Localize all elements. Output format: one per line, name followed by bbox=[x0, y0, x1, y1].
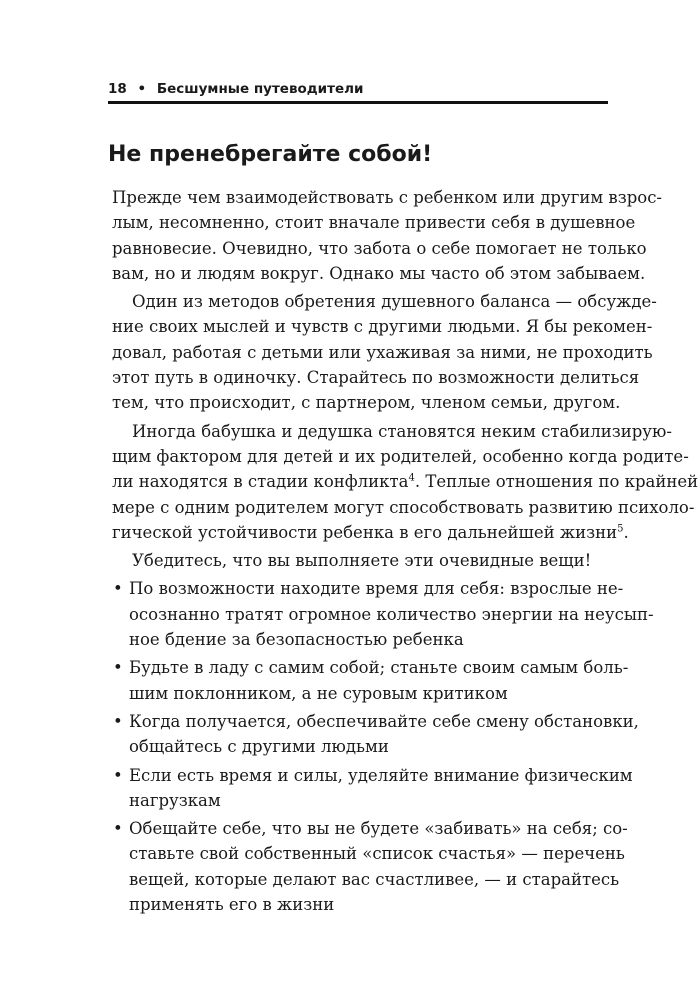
text-line: вам, но и людям вокруг. Однако мы часто об этом забываем. bbox=[112, 263, 646, 283]
body-text bbox=[112, 185, 698, 917]
bullet-text: Если есть время и силы, уделяйте внимание физическим bbox=[129, 765, 633, 785]
text-line bbox=[112, 576, 624, 601]
text-line: Прежде чем взаимодействовать с ребенком или другим взрос- bbox=[112, 188, 663, 207]
text-line: нагрузкам bbox=[129, 790, 221, 810]
text-line: Убедитесь, что вы выполняете эти очевидные вещи! bbox=[132, 551, 592, 571]
text-line: этот путь в одиночку. Старайтесь по возможности делиться bbox=[112, 368, 640, 388]
text-line: Один из методов обретения душевного баланса — обсужде- bbox=[132, 292, 657, 312]
bullet-marker: • bbox=[113, 658, 123, 678]
header-rule bbox=[108, 101, 608, 104]
text-line: лым, несомненно, стоит вначале привести себя в душевное bbox=[112, 213, 636, 233]
text-line: ное бдение за безопасностью ребенка bbox=[129, 630, 464, 650]
bullet-item bbox=[112, 763, 633, 814]
text-line: щим фактором для детей и их родителей, особенно когда родите- bbox=[112, 446, 689, 466]
text-line: общайтесь с другими людьми bbox=[129, 737, 389, 757]
paragraph-4 bbox=[112, 548, 608, 573]
book-title: Бесшумные путеводители bbox=[156, 81, 364, 97]
text-segment: . Теплые отношения по крайней bbox=[414, 472, 698, 492]
text-line: Иногда бабушка и дедушка становятся неким стабилизирую- bbox=[132, 421, 672, 441]
text-line: ние своих мыслей и чувств с другими людьми. Я бы рекомен- bbox=[112, 317, 653, 337]
bullet-marker: • bbox=[113, 819, 123, 839]
bullet-marker: • bbox=[113, 765, 123, 785]
paragraph-2 bbox=[112, 289, 657, 415]
header-separator: • bbox=[137, 81, 147, 97]
text-line: довал, работая с детьми или ухаживая за ними, не проходить bbox=[112, 342, 653, 362]
text-line: осознанно тратят огромное количество энергии на неусып- bbox=[129, 604, 654, 624]
bullet-marker: • bbox=[113, 711, 123, 731]
bullet-text: Когда получается, обеспечивайте себе смену обстановки, bbox=[129, 711, 639, 731]
text-line bbox=[112, 816, 628, 841]
text-segment: гической устойчивости ребенка в его дальнейшей жизни bbox=[112, 522, 618, 542]
text-line: равновесие. Очевидно, что забота о себе помогает не только bbox=[112, 238, 647, 258]
bullet-list bbox=[112, 576, 654, 917]
text-line bbox=[112, 709, 639, 734]
text-line: вещей, которые делают вас счастливее, — и старайтесь bbox=[129, 869, 620, 889]
bullet-text: Будьте в ладу с самим собой; станьте своим самым боль- bbox=[129, 658, 629, 678]
footnote-ref-5: 5 bbox=[617, 523, 624, 535]
footnote-ref-4: 4 bbox=[408, 472, 415, 484]
section-title: Не пренебрегайте собой! bbox=[108, 142, 433, 167]
bullet-item bbox=[112, 709, 639, 760]
text-line bbox=[112, 763, 633, 788]
text-line: ставьте свой собственный «список счастья» — перечень bbox=[129, 844, 625, 864]
text-line bbox=[112, 520, 629, 545]
running-header bbox=[108, 80, 608, 98]
page-number: 18 bbox=[108, 81, 127, 97]
bullet-item bbox=[112, 816, 628, 917]
paragraph-3 bbox=[112, 419, 698, 545]
text-line: шим поклонником, а не суровым критиком bbox=[129, 683, 508, 703]
text-line bbox=[112, 469, 698, 494]
text-line: тем, что происходит, с партнером, членом семьи, другом. bbox=[112, 393, 621, 413]
bullet-text: По возможности находите время для себя: взрослые не- bbox=[129, 579, 624, 599]
paragraph-1 bbox=[112, 185, 663, 286]
text-segment: . bbox=[623, 522, 629, 542]
bullet-text: Обещайте себе, что вы не будете «забивать» на себя; со- bbox=[129, 819, 628, 839]
text-segment: ли находятся в стадии конфликта bbox=[112, 472, 409, 492]
bullet-item bbox=[112, 655, 629, 706]
text-line bbox=[112, 655, 629, 680]
text-line: мере с одним родителем могут способствовать развитию психоло- bbox=[112, 497, 695, 517]
bullet-marker: • bbox=[113, 579, 123, 599]
bullet-item bbox=[112, 576, 654, 652]
text-line: применять его в жизни bbox=[129, 895, 335, 915]
